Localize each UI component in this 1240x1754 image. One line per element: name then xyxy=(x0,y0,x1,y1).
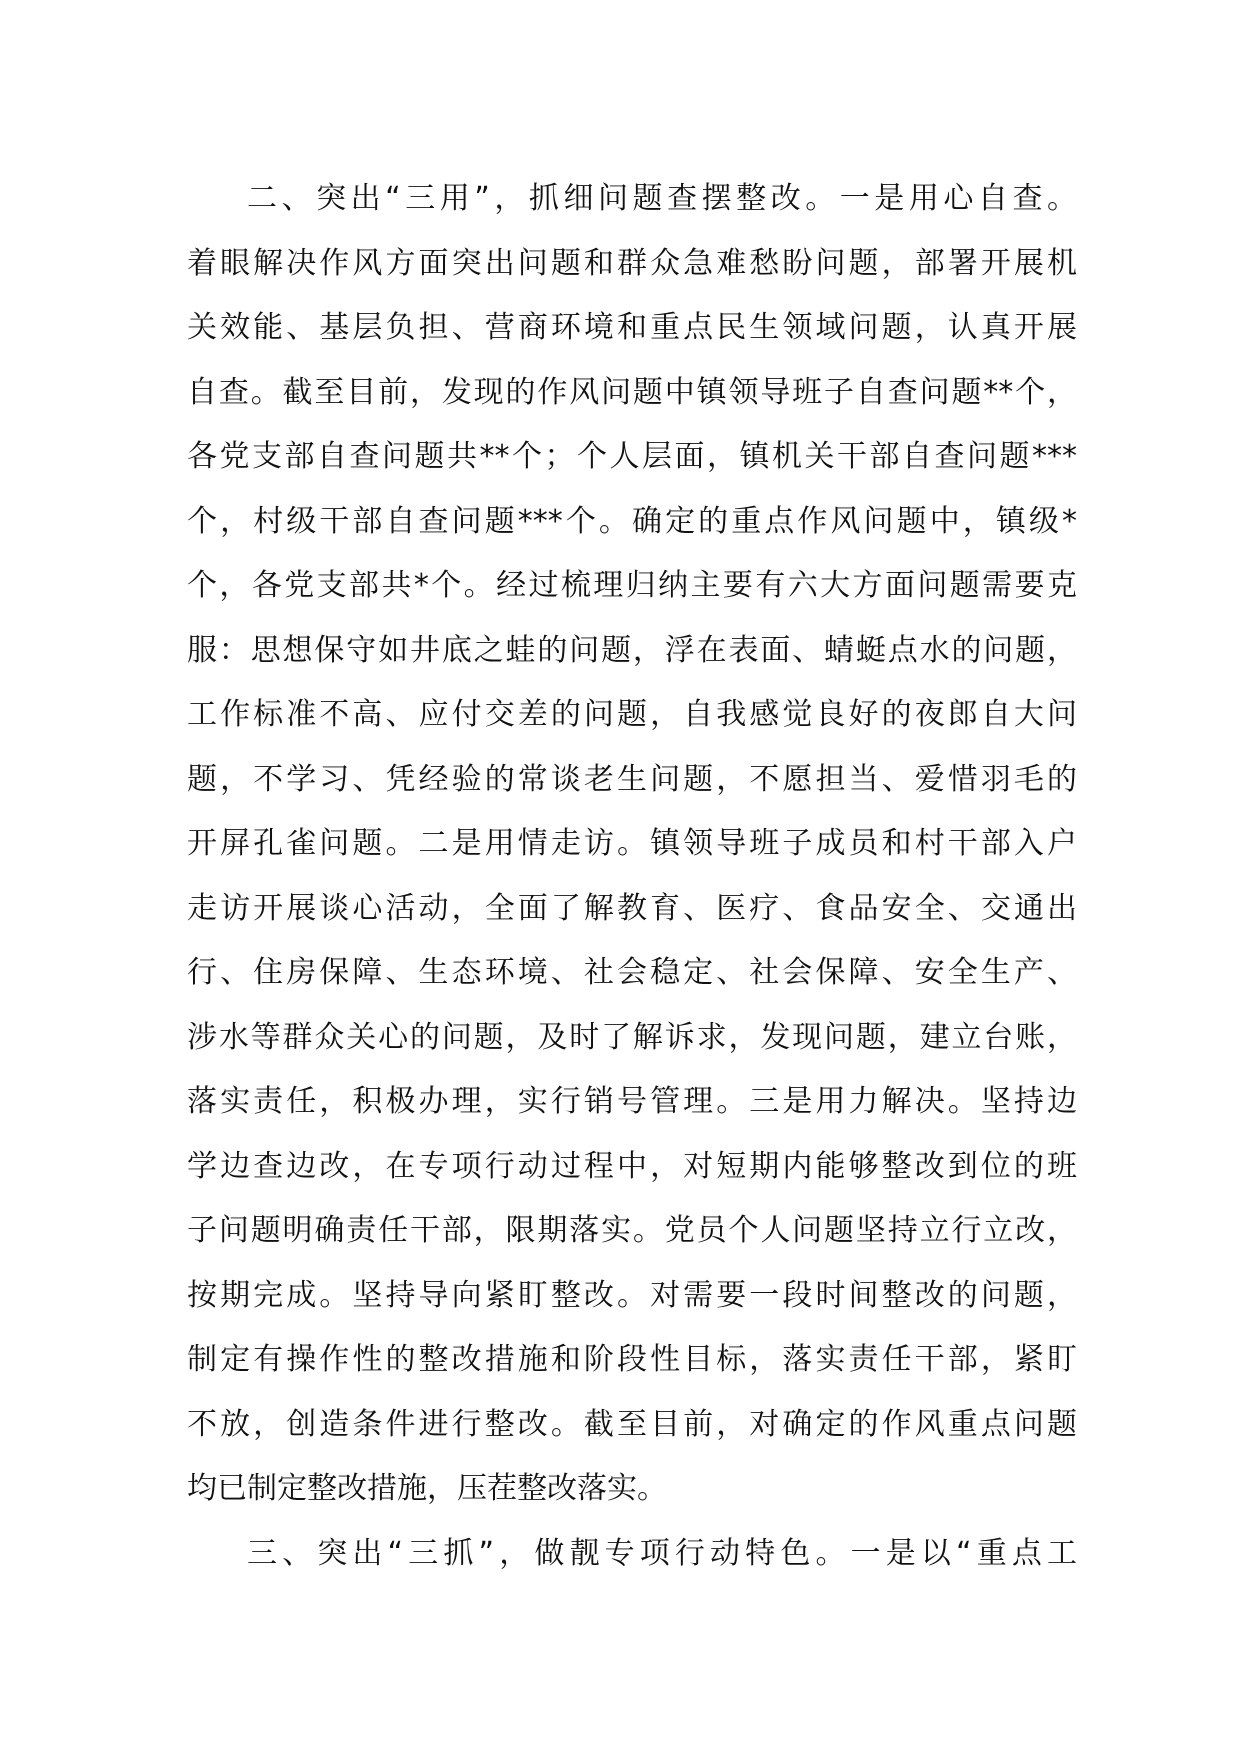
paragraph-line: 子问题明确责任干部，限期落实。党员个人问题坚持立行立改， xyxy=(187,1213,1077,1248)
paragraph-line: 题，不学习、凭经验的常谈老生问题，不愿担当、爱惜羽毛的 xyxy=(187,761,1077,797)
paragraph-line: 涉水等群众关心的问题，及时了解诉求，发现问题，建立台账， xyxy=(187,1019,1077,1055)
paragraph-line: 开屏孔雀问题。二是用情走访。镇领导班子成员和村干部入户 xyxy=(187,826,1077,861)
paragraph-line: 个，村级干部自查问题***个。确定的重点作风问题中，镇级* xyxy=(187,503,1077,539)
paragraph-line: 学边查边改，在专项行动过程中，对短期内能够整改到位的班 xyxy=(187,1148,1077,1184)
paragraph-line: 二、突出“三用”，抓细问题查摆整改。一是用心自查。 xyxy=(247,181,1077,216)
paragraph-line: 关效能、基层负担、营商环境和重点民生领域问题，认真开展 xyxy=(187,310,1077,345)
paragraph-line: 不放，创造条件进行整改。截至目前，对确定的作风重点问题 xyxy=(187,1406,1077,1442)
paragraph-line: 制定有操作性的整改措施和阶段性目标，落实责任干部，紧盯 xyxy=(187,1342,1077,1377)
paragraph-section-three xyxy=(187,1522,1077,1587)
paragraph-line: 工作标准不高、应付交差的问题，自我感觉良好的夜郎自大问 xyxy=(187,697,1077,732)
paragraph-line: 各党支部自查问题共**个；个人层面，镇机关干部自查问题*** xyxy=(187,439,1077,474)
paragraph-line: 均已制定整改措施，压茬整改落实。 xyxy=(187,1471,667,1506)
paragraph-line: 服：思想保守如井底之蛙的问题，浮在表面、蜻蜓点水的问题， xyxy=(187,632,1077,668)
document-body xyxy=(187,167,1077,1586)
paragraph-line: 行、住房保障、生态环境、社会稳定、社会保障、安全生产、 xyxy=(187,955,1077,990)
paragraph-line: 着眼解决作风方面突出问题和群众急难愁盼问题，部署开展机 xyxy=(187,245,1077,281)
paragraph-line: 走访开展谈心活动，全面了解教育、医疗、食品安全、交通出 xyxy=(187,890,1077,926)
paragraph-line: 个，各党支部共*个。经过梳理归纳主要有六大方面问题需要克 xyxy=(187,568,1077,603)
paragraph-section-two xyxy=(187,167,1077,1522)
paragraph-line: 按期完成。坚持导向紧盯整改。对需要一段时间整改的问题， xyxy=(187,1277,1077,1313)
paragraph-line: 三、突出“三抓”，做靓专项行动特色。一是以“重点工 xyxy=(247,1535,1077,1571)
paragraph-line: 自查。截至目前，发现的作风问题中镇领导班子自查问题**个， xyxy=(187,374,1077,410)
paragraph-line: 落实责任，积极办理，实行销号管理。三是用力解决。坚持边 xyxy=(187,1084,1077,1119)
